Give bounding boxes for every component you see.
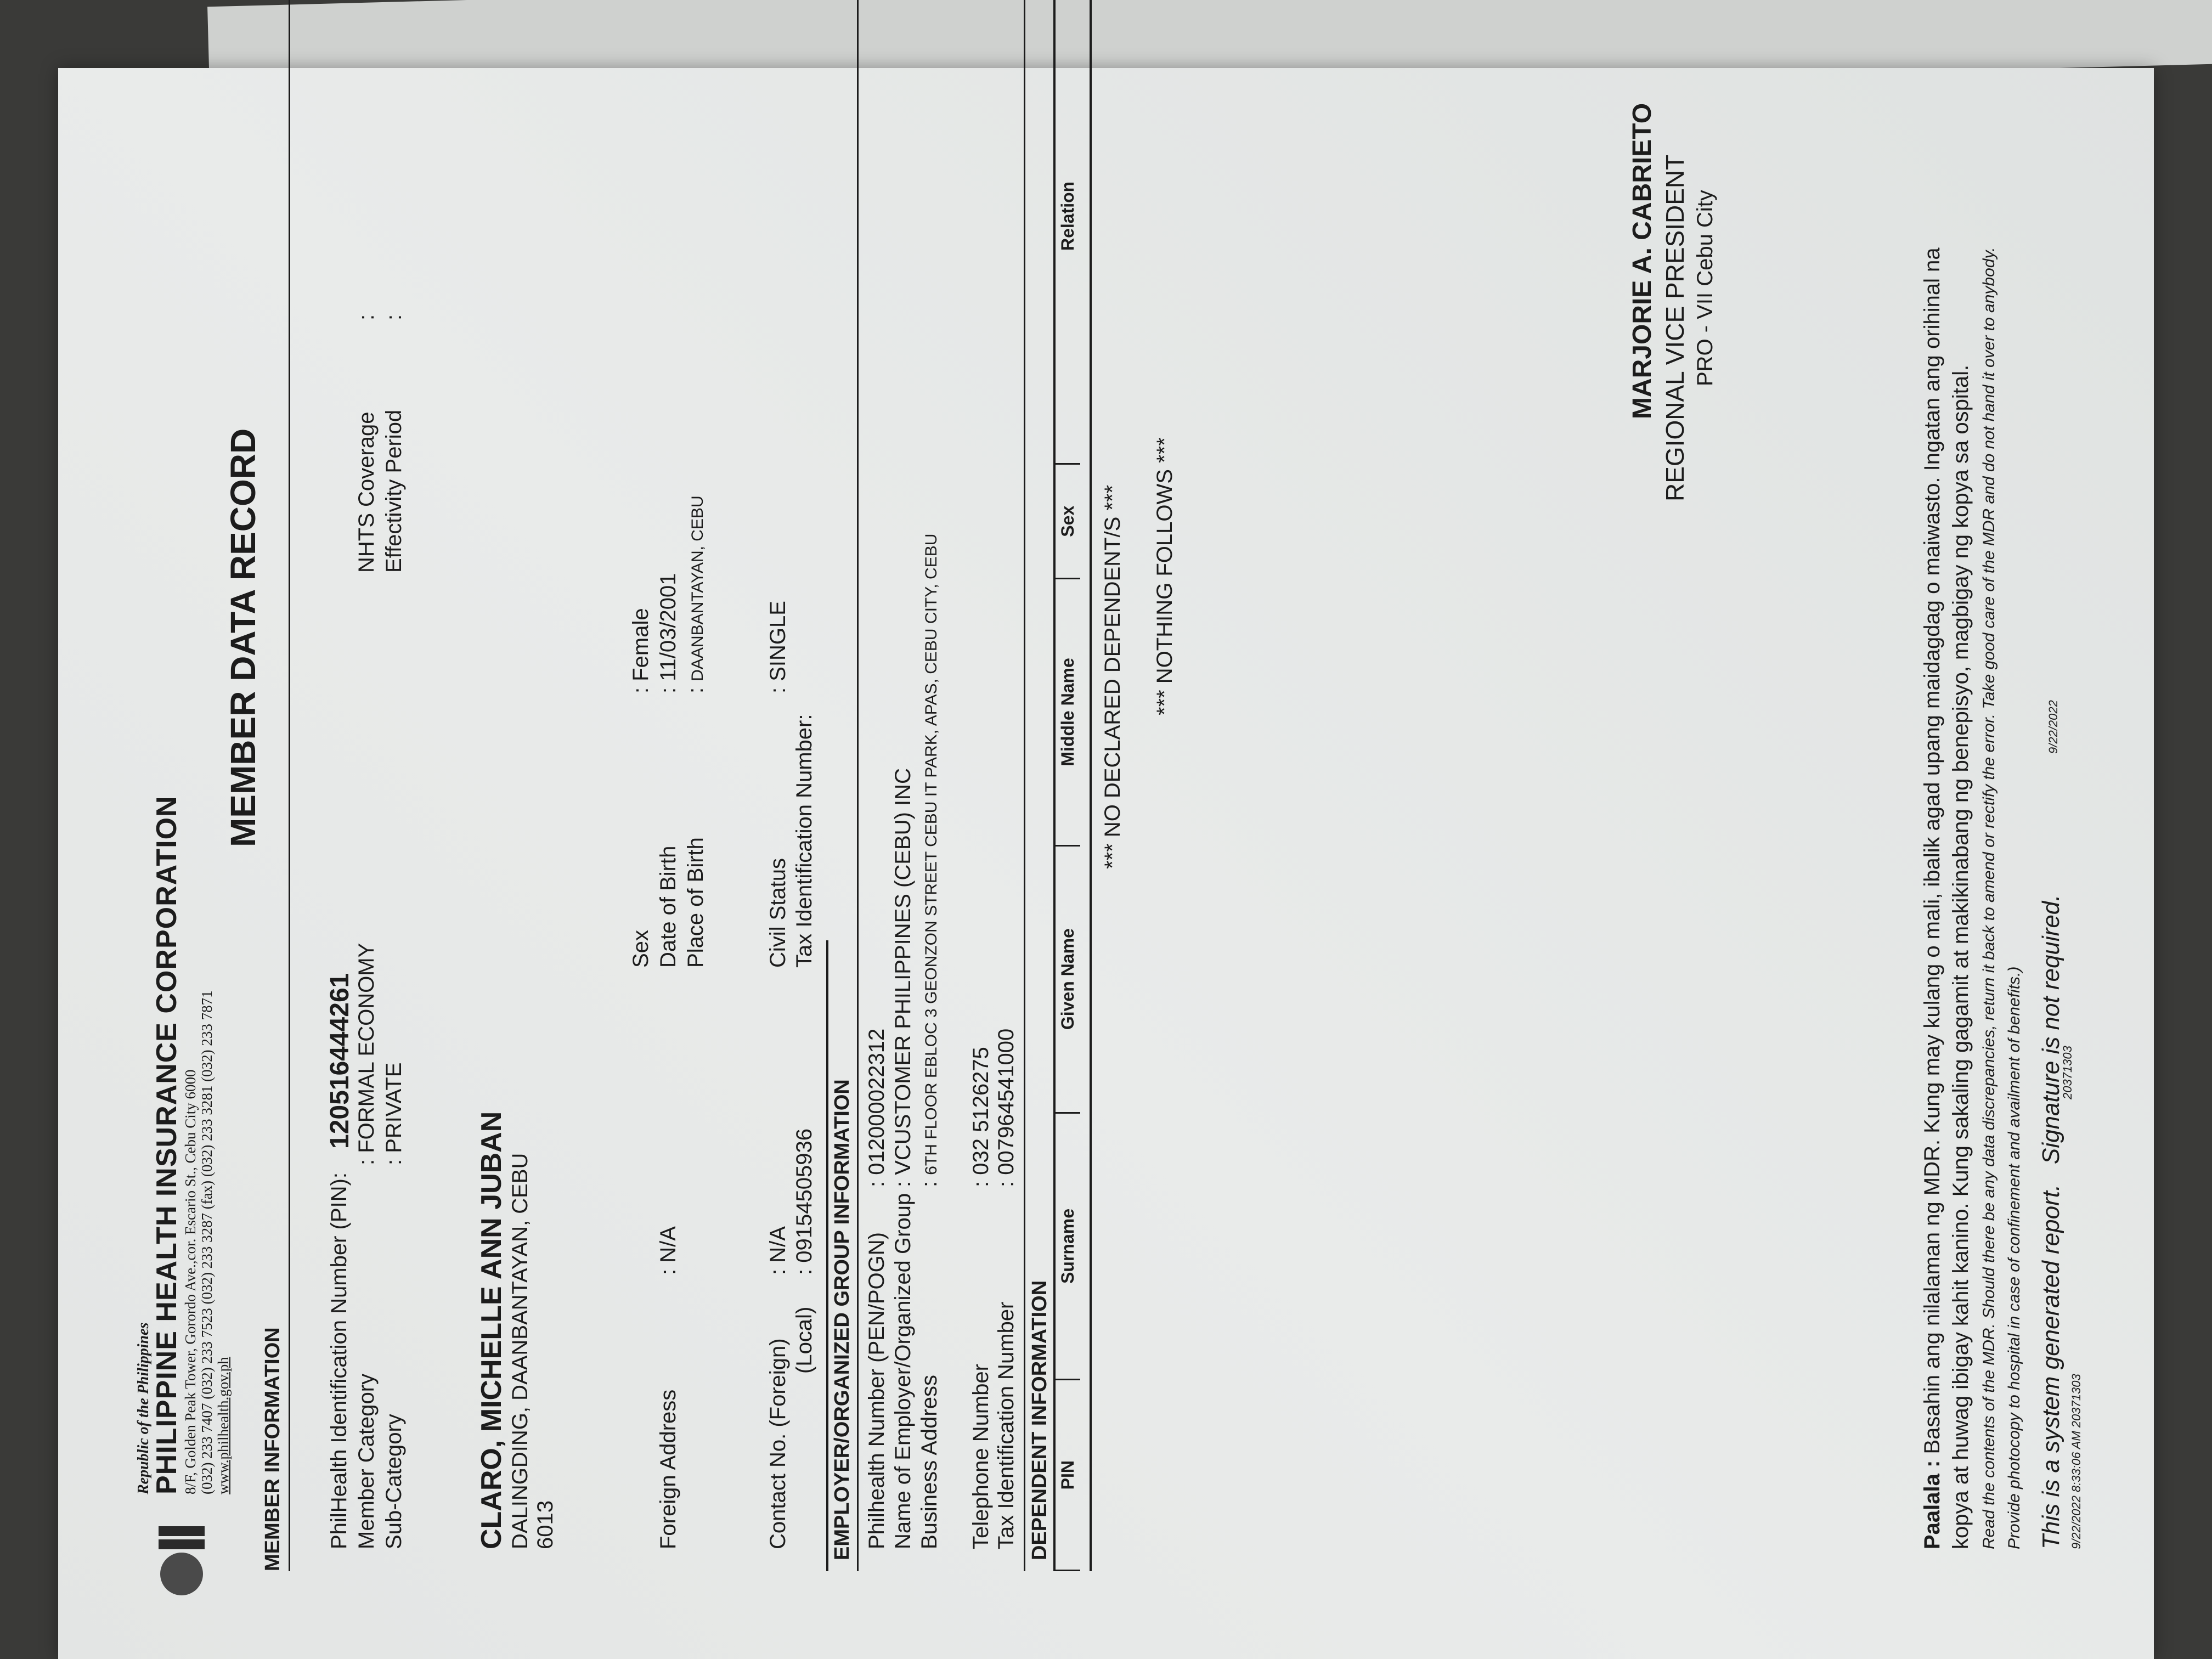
- pob-value: DAANBANTAYAN, CEBU: [689, 495, 707, 681]
- notice-filipino-line1: [1918, 247, 1946, 1549]
- pen-value: 012000022312: [865, 1028, 889, 1175]
- effectivity-period-label: Effectivity Period: [382, 409, 406, 573]
- business-address-label: Business Address: [917, 1375, 941, 1549]
- republic-text: Republic of the Philippines: [135, 1322, 152, 1494]
- column-surname: Surname: [1056, 1113, 1080, 1380]
- foreign-address-label: Foreign Address: [656, 1389, 680, 1549]
- employer-phone-value: 032 5126275: [969, 1047, 993, 1175]
- signatory-name: MARJORIE A. CABRIETO: [1628, 103, 1657, 419]
- notice-english-line1: Read the contents of the MDR. Should there be any data discrepancies, return it back to amend or rectify the error. Take good care of the MDR and do not hand it over to anybody.: [1980, 247, 1998, 1549]
- pin-label: PhilHealth Identification Number (PIN):: [327, 1172, 351, 1549]
- nhts-coverage-label: NHTS Coverage: [354, 411, 379, 573]
- member-tin-label: Tax Identification Number:: [792, 714, 816, 968]
- dependents-table: [1056, 0, 1080, 1571]
- corporation-phones: (032) 233 7407 (032) 233 7523 (032) 233 3287 (fax) (032) 233 3281 (032) 233 7871: [199, 990, 215, 1494]
- page-title: MEMBER DATA RECORD: [223, 428, 263, 847]
- no-dependents-note: *** NO DECLARED DEPENDENT/S ***: [1101, 484, 1125, 869]
- employer-name-label: Name of Employer/Organized Group: [891, 1193, 915, 1549]
- nhts-coverage-colon: :: [354, 314, 379, 320]
- dependent-header-bottom-rule: [1090, 0, 1092, 1571]
- member-address-line2: 6013: [533, 1500, 557, 1549]
- signatory-office: PRO - VII Cebu City: [1693, 190, 1717, 386]
- employer-name-value: VCUSTOMER PHILIPPINES (CEBU) INC: [891, 768, 915, 1175]
- column-pin: PIN: [1056, 1380, 1080, 1571]
- business-address-value: 6TH FLOOR EBLOC 3 GEONZON STREET CEBU IT PARK, APAS, CEBU CITY, CEBU: [922, 533, 940, 1175]
- sub-category-value: PRIVATE: [382, 1062, 406, 1153]
- corporation-website: www.philhealth.gov.ph: [215, 1357, 232, 1494]
- system-generated-note: This is a system generated report.: [2038, 1184, 2064, 1549]
- corporation-name: PHILIPPINE HEALTH INSURANCE CORPORATION: [151, 795, 183, 1494]
- employer-tin-value: 007964541000: [994, 1028, 1018, 1175]
- column-middle-name: Middle Name: [1056, 579, 1080, 846]
- employer-heading: EMPLOYER/ORGANIZED GROUP INFORMATION: [831, 1079, 854, 1560]
- nothing-follows-note: *** NOTHING FOLLOWS ***: [1153, 437, 1177, 715]
- member-info-rule: [289, 0, 290, 1571]
- contact-local-value: 09154505936: [792, 1128, 816, 1263]
- dependents-header-row: [1056, 0, 1080, 1571]
- pen-label: Philhealth Number (PEN/POGN): [865, 1232, 889, 1549]
- print-stamp-left: 9/22/2022 8:33:06 AM 20371303: [2069, 1374, 2083, 1549]
- civil-status-value: SINGLE: [766, 601, 790, 681]
- effectivity-period-colon: :: [382, 314, 406, 320]
- notice-filipino-text1: Basahin ang nilalaman ng MDR. Kung may kulang o mali, ibalik agad upang maidagdag o maiwasto. Ingatan ang orihinal na: [1920, 247, 1944, 1454]
- member-address-line1: DALINGDING, DAANBANTAYAN, CEBU: [508, 1153, 532, 1549]
- print-stamp-mid: 20371303: [2061, 1046, 2074, 1099]
- sex-label: Sex: [629, 930, 653, 968]
- corporation-address: 8/F, Golden Peak Tower, Gorordo Ave.,cor. Escario St., Cebu City 6000: [182, 1069, 199, 1494]
- employer-rule: [826, 940, 828, 1571]
- member-name: CLARO, MICHELLE ANN JUBAN: [476, 1111, 507, 1549]
- signature-not-required-note: Signature is not required.: [2038, 894, 2064, 1165]
- dob-value: 11/03/2001: [656, 573, 680, 681]
- pob-label: Place of Birth: [684, 837, 708, 968]
- notice-english-line2: Provide photocopy to hospital in case of confinement and availment of benefits.): [2005, 966, 2023, 1549]
- column-relation: Relation: [1056, 0, 1080, 464]
- dob-label: Date of Birth: [656, 845, 680, 968]
- foreign-address-value: N/A: [656, 1226, 680, 1263]
- column-given-name: Given Name: [1056, 845, 1080, 1113]
- column-sex: Sex: [1056, 464, 1080, 579]
- pin-value: 120516444261: [325, 973, 354, 1149]
- contact-foreign-label: Contact No. (Foreign): [766, 1338, 790, 1549]
- dependent-rule: [1024, 0, 1025, 1571]
- dependent-heading: DEPENDENT INFORMATION: [1028, 1280, 1051, 1560]
- employer-phone-label: Telephone Number: [969, 1364, 993, 1549]
- sub-category-label: Sub-Category: [382, 1414, 406, 1549]
- member-category-label: Member Category: [354, 1373, 379, 1549]
- employer-rule-bottom: [857, 0, 859, 1571]
- notice-filipino-line2: kopya at huwag ibigay kahit kanino. Kung sakaling gagamit at makikinabang ng benepisyo, magbigay ng kopya sa ospital.: [1949, 364, 1973, 1549]
- contact-foreign-value: N/A: [766, 1226, 790, 1263]
- member-info-heading: MEMBER INFORMATION: [261, 1327, 284, 1571]
- signatory-title: REGIONAL VICE PRESIDENT: [1661, 154, 1689, 501]
- member-category-value: FORMAL ECONOMY: [354, 943, 379, 1153]
- philhealth-logo-icon: [140, 1516, 223, 1599]
- print-stamp-right: 9/22/2022: [2046, 700, 2060, 754]
- employer-tin-label: Tax Identification Number: [994, 1301, 1018, 1549]
- member-data-record-page: Republic of the Philippines PHILIPPINE HEALTH INSURANCE CORPORATION 8/F, Golden Peak Tower, Gorordo Ave.,cor. Escario St., Cebu City 6000 (032) 233 7407 (032) 233 7523 (032) 233 3287 (fax) (032) 233 3281 (032) 233 7871 www.philhealth.gov.ph MEMBER DATA RECORD MEMBER INFORMATION PhilHealth Identification Number (PIN): 120516444261 Member Category : FORMAL ECONOMY Sub-Category : PRIVATE NHTS Coverage : Effectivity Period : CLARO, MICHELLE ANN JUBAN DALINGDING, DAANBANTAYAN, CEBU 6013 Sex : Female Date of Birth : 11/03/2001 Place of Birth : DAANBANTAYAN, CEBU Foreign Address : N/A Contact No. (Foreign) : N/A (Local) : 09154505936 Civil Status : SINGLE Tax Identification Number: EMPLOYER/ORGANIZED GROUP INFORMATION Philhealth Number (PEN/POGN) : 012000022312 Name of Employer/Organized Group : VCUSTOMER PHILIPPINES (CEBU) INC Business Address : 6TH FLOOR EBLOC 3 GEONZON STREET CEBU IT PARK, APAS, CEBU CITY, CEBU Telephone Number : 032 5126275 Tax Identification Number : 007964541000 DEPENDENT INFORMATION PIN Surname Given Name Middle Name Sex Relation *** NO DECLARED DEPENDENT/S *** *** NOTHING FOLLOWS *** MARJORIE A. CABRIETO REGIONAL VICE PRESIDENT PRO - VII Cebu City Paalala : Basahin ang nilalaman ng MDR. Kung may kulang o mali, ibalik agad upang maidagdag o maiwasto. Ingatan ang orihinal na kopya at huwag ibigay kahit kanino. Kung sakaling gagamit at makikinabang ng benepisyo, magbigay ng kopya sa ospital. Read the contents of the MDR. Should there be any data discrepancies, return it back to amend or rectify the error. Take good care of the MDR and do not hand it over to anybody. Provide photocopy to hospital in case of confinement and availment of benefits.) This is a system generated report. Signature is not required. 9/22/2022 8:33:06 AM 20371303 20371303 9/22/2022: [58, 68, 2154, 1659]
- notice-label: Paalala :: [1920, 1460, 1944, 1549]
- sex-value: Female: [629, 608, 653, 681]
- civil-status-label: Civil Status: [766, 857, 790, 968]
- contact-local-label: (Local): [792, 1306, 816, 1374]
